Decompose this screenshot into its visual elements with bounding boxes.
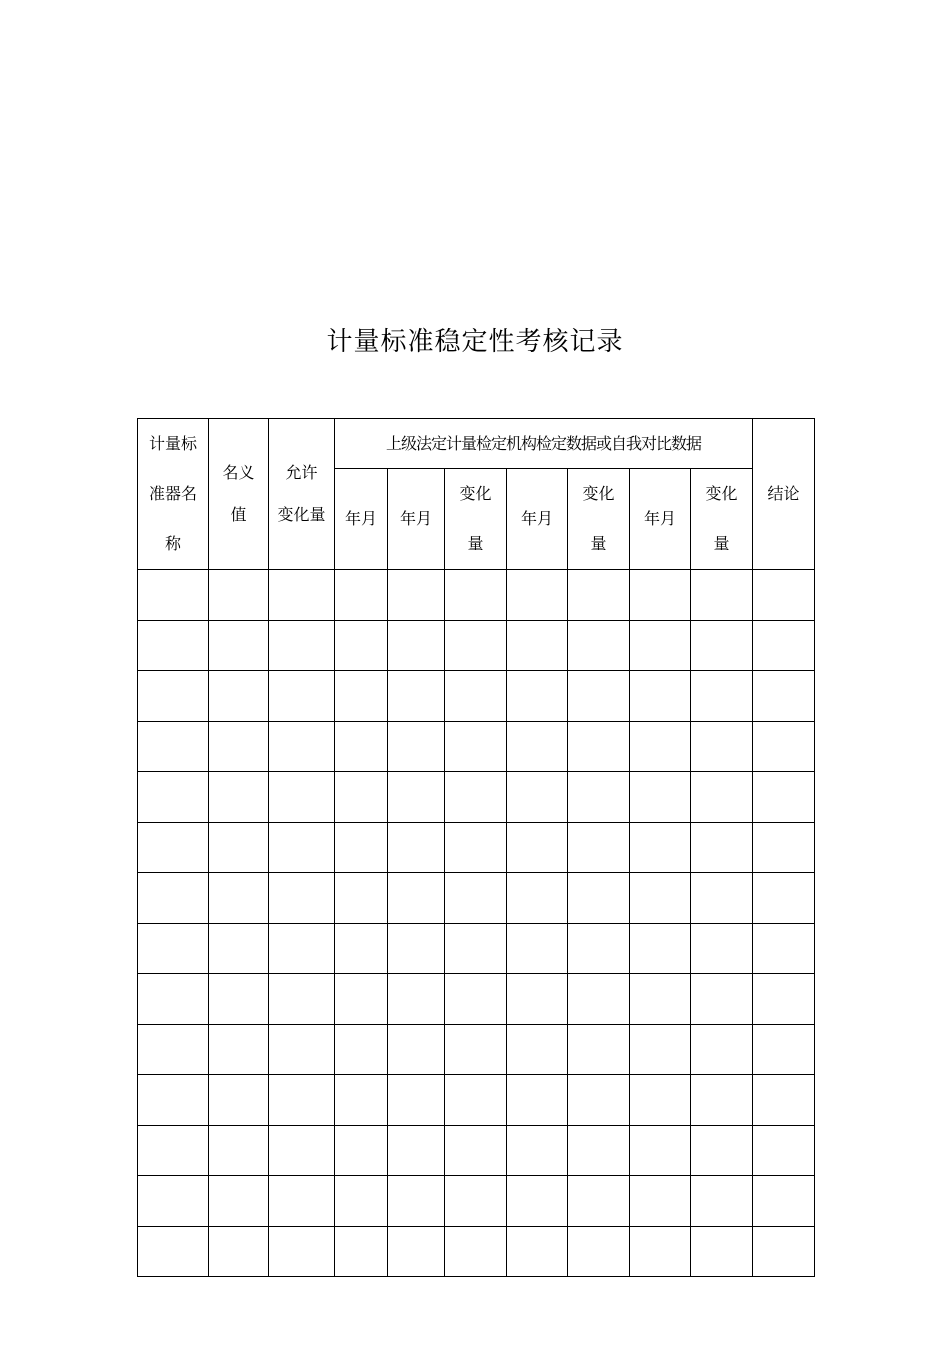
table-cell bbox=[507, 923, 568, 974]
table-cell bbox=[138, 1226, 209, 1277]
table-cell bbox=[568, 974, 630, 1025]
table-row bbox=[138, 772, 815, 823]
table-cell bbox=[691, 570, 753, 621]
table-cell bbox=[507, 1075, 568, 1126]
table-cell bbox=[691, 1226, 753, 1277]
table-cell bbox=[507, 721, 568, 772]
table-cell bbox=[630, 570, 691, 621]
table-cell bbox=[507, 873, 568, 924]
table-cell bbox=[269, 1024, 335, 1075]
table-cell bbox=[507, 822, 568, 873]
table-cell bbox=[568, 923, 630, 974]
table-cell bbox=[753, 1176, 815, 1227]
table-cell bbox=[630, 620, 691, 671]
table-cell bbox=[753, 873, 815, 924]
table-cell bbox=[388, 1226, 445, 1277]
table-cell bbox=[691, 620, 753, 671]
table-cell bbox=[269, 873, 335, 924]
table-cell bbox=[209, 1075, 269, 1126]
table-cell bbox=[753, 620, 815, 671]
table-row bbox=[138, 1075, 815, 1126]
table-body bbox=[138, 570, 815, 1277]
table-cell bbox=[445, 1176, 507, 1227]
table-cell bbox=[507, 1176, 568, 1227]
table-cell bbox=[568, 1176, 630, 1227]
table-cell bbox=[630, 974, 691, 1025]
table-cell bbox=[445, 772, 507, 823]
table-cell bbox=[507, 1226, 568, 1277]
table-row bbox=[138, 1125, 815, 1176]
table-cell bbox=[209, 1125, 269, 1176]
table-cell bbox=[568, 1024, 630, 1075]
table-cell bbox=[269, 1176, 335, 1227]
table-cell bbox=[335, 772, 388, 823]
header-conclusion: 结论 bbox=[753, 419, 815, 570]
table-cell bbox=[138, 923, 209, 974]
table-cell bbox=[138, 772, 209, 823]
header-change-1: 变化 量 bbox=[445, 469, 507, 570]
table-row bbox=[138, 570, 815, 621]
table-cell bbox=[630, 1024, 691, 1075]
stability-record-table bbox=[137, 418, 815, 1277]
table-cell bbox=[388, 1075, 445, 1126]
table-cell bbox=[209, 721, 269, 772]
table-cell bbox=[691, 671, 753, 722]
table-cell bbox=[269, 1226, 335, 1277]
table-cell bbox=[138, 974, 209, 1025]
table-cell bbox=[568, 721, 630, 772]
table-cell bbox=[269, 1125, 335, 1176]
table-cell bbox=[630, 772, 691, 823]
table-cell bbox=[507, 570, 568, 621]
table-cell bbox=[335, 721, 388, 772]
table-row bbox=[138, 873, 815, 924]
table-cell bbox=[138, 620, 209, 671]
table-cell bbox=[445, 873, 507, 924]
table-cell bbox=[138, 721, 209, 772]
table-cell bbox=[753, 1125, 815, 1176]
table-row bbox=[138, 1024, 815, 1075]
table-cell bbox=[209, 1024, 269, 1075]
table-cell bbox=[388, 620, 445, 671]
table-cell bbox=[445, 570, 507, 621]
table-cell bbox=[630, 1226, 691, 1277]
table-cell bbox=[445, 671, 507, 722]
table-cell bbox=[691, 974, 753, 1025]
table-cell bbox=[209, 1226, 269, 1277]
table-cell bbox=[388, 873, 445, 924]
table-cell bbox=[630, 1075, 691, 1126]
table-cell bbox=[630, 822, 691, 873]
page-title: 计量标准稳定性考核记录 bbox=[326, 327, 624, 357]
table-cell bbox=[445, 974, 507, 1025]
table-cell bbox=[138, 1125, 209, 1176]
table-cell bbox=[138, 1176, 209, 1227]
table-cell bbox=[753, 1226, 815, 1277]
table-cell bbox=[138, 570, 209, 621]
table-cell bbox=[568, 772, 630, 823]
table-row bbox=[138, 620, 815, 671]
table-cell bbox=[138, 873, 209, 924]
table-cell bbox=[507, 974, 568, 1025]
table-cell bbox=[568, 671, 630, 722]
table-cell bbox=[335, 974, 388, 1025]
table-cell bbox=[507, 620, 568, 671]
table-cell bbox=[507, 671, 568, 722]
table-cell bbox=[630, 671, 691, 722]
table-cell bbox=[335, 1024, 388, 1075]
table-cell bbox=[335, 570, 388, 621]
table-cell bbox=[388, 772, 445, 823]
table-cell bbox=[209, 822, 269, 873]
table-cell bbox=[691, 873, 753, 924]
table-cell bbox=[630, 873, 691, 924]
table-cell bbox=[753, 1075, 815, 1126]
header-change-3: 变化 量 bbox=[691, 469, 753, 570]
header-change-2: 变化 量 bbox=[568, 469, 630, 570]
table-cell bbox=[335, 1176, 388, 1227]
table-cell bbox=[753, 822, 815, 873]
table-cell bbox=[568, 1075, 630, 1126]
table-cell bbox=[568, 822, 630, 873]
table-cell bbox=[753, 1024, 815, 1075]
table-cell bbox=[388, 822, 445, 873]
table-cell bbox=[138, 822, 209, 873]
table-cell bbox=[388, 1024, 445, 1075]
table-cell bbox=[335, 873, 388, 924]
table-cell bbox=[335, 671, 388, 722]
table-cell bbox=[507, 1125, 568, 1176]
table-cell bbox=[691, 772, 753, 823]
table-cell bbox=[335, 923, 388, 974]
table-cell bbox=[335, 1125, 388, 1176]
table-cell bbox=[209, 620, 269, 671]
table-cell bbox=[209, 772, 269, 823]
table-cell bbox=[138, 1075, 209, 1126]
table-cell bbox=[445, 620, 507, 671]
table-cell bbox=[388, 570, 445, 621]
table-cell bbox=[388, 1176, 445, 1227]
table-cell bbox=[691, 1125, 753, 1176]
table-cell bbox=[209, 1176, 269, 1227]
table-cell bbox=[335, 822, 388, 873]
table-cell bbox=[568, 873, 630, 924]
table-cell bbox=[445, 1075, 507, 1126]
table-cell bbox=[388, 974, 445, 1025]
table-cell bbox=[335, 620, 388, 671]
table-cell bbox=[691, 1024, 753, 1075]
table-cell bbox=[753, 570, 815, 621]
table-cell bbox=[269, 1075, 335, 1126]
table-cell bbox=[753, 923, 815, 974]
header-year-month-3: 年月 bbox=[507, 469, 568, 570]
table-cell bbox=[209, 570, 269, 621]
table-cell bbox=[269, 974, 335, 1025]
table-cell bbox=[209, 873, 269, 924]
table-row bbox=[138, 671, 815, 722]
header-year-month-4: 年月 bbox=[630, 469, 691, 570]
header-row-top bbox=[138, 419, 815, 469]
header-year-month-1: 年月 bbox=[335, 469, 388, 570]
table-cell bbox=[691, 822, 753, 873]
table-cell bbox=[209, 923, 269, 974]
table-cell bbox=[691, 923, 753, 974]
table-cell bbox=[388, 1125, 445, 1176]
table-cell bbox=[691, 1075, 753, 1126]
table-cell bbox=[209, 671, 269, 722]
table-cell bbox=[269, 620, 335, 671]
table-cell bbox=[691, 721, 753, 772]
header-group-data: 上级法定计量检定机构检定数据或自我对比数据 bbox=[335, 419, 753, 469]
table-cell bbox=[209, 974, 269, 1025]
table-row bbox=[138, 1176, 815, 1227]
table-cell bbox=[335, 1226, 388, 1277]
table-cell bbox=[445, 1226, 507, 1277]
table-cell bbox=[269, 721, 335, 772]
table-row bbox=[138, 721, 815, 772]
table-cell bbox=[388, 923, 445, 974]
table-row bbox=[138, 923, 815, 974]
table-cell bbox=[138, 671, 209, 722]
table-cell bbox=[691, 1176, 753, 1227]
table-row bbox=[138, 822, 815, 873]
table-cell bbox=[507, 1024, 568, 1075]
table-cell bbox=[269, 772, 335, 823]
table-cell bbox=[630, 1125, 691, 1176]
table-cell bbox=[753, 671, 815, 722]
table-cell bbox=[630, 721, 691, 772]
table-cell bbox=[568, 620, 630, 671]
table-cell bbox=[269, 671, 335, 722]
header-allowed-change: 允许 变化量 bbox=[269, 419, 335, 570]
table-cell bbox=[507, 772, 568, 823]
table-cell bbox=[445, 721, 507, 772]
table-cell bbox=[138, 1024, 209, 1075]
table-cell bbox=[445, 822, 507, 873]
table-cell bbox=[630, 923, 691, 974]
table-row bbox=[138, 974, 815, 1025]
table-cell bbox=[388, 721, 445, 772]
header-year-month-2: 年月 bbox=[388, 469, 445, 570]
table-cell bbox=[753, 974, 815, 1025]
table-row bbox=[138, 1226, 815, 1277]
table-cell bbox=[269, 822, 335, 873]
table-cell bbox=[568, 570, 630, 621]
table-cell bbox=[753, 721, 815, 772]
table-cell bbox=[568, 1125, 630, 1176]
table-cell bbox=[269, 923, 335, 974]
table-cell bbox=[568, 1226, 630, 1277]
header-nominal-value: 名义 值 bbox=[209, 419, 269, 570]
table-cell bbox=[753, 772, 815, 823]
table-cell bbox=[630, 1176, 691, 1227]
table-cell bbox=[269, 570, 335, 621]
table-cell bbox=[445, 923, 507, 974]
header-standard-name: 计量标 准器名 称 bbox=[138, 419, 209, 570]
table-cell bbox=[445, 1125, 507, 1176]
table-cell bbox=[388, 671, 445, 722]
table-cell bbox=[445, 1024, 507, 1075]
table-cell bbox=[335, 1075, 388, 1126]
